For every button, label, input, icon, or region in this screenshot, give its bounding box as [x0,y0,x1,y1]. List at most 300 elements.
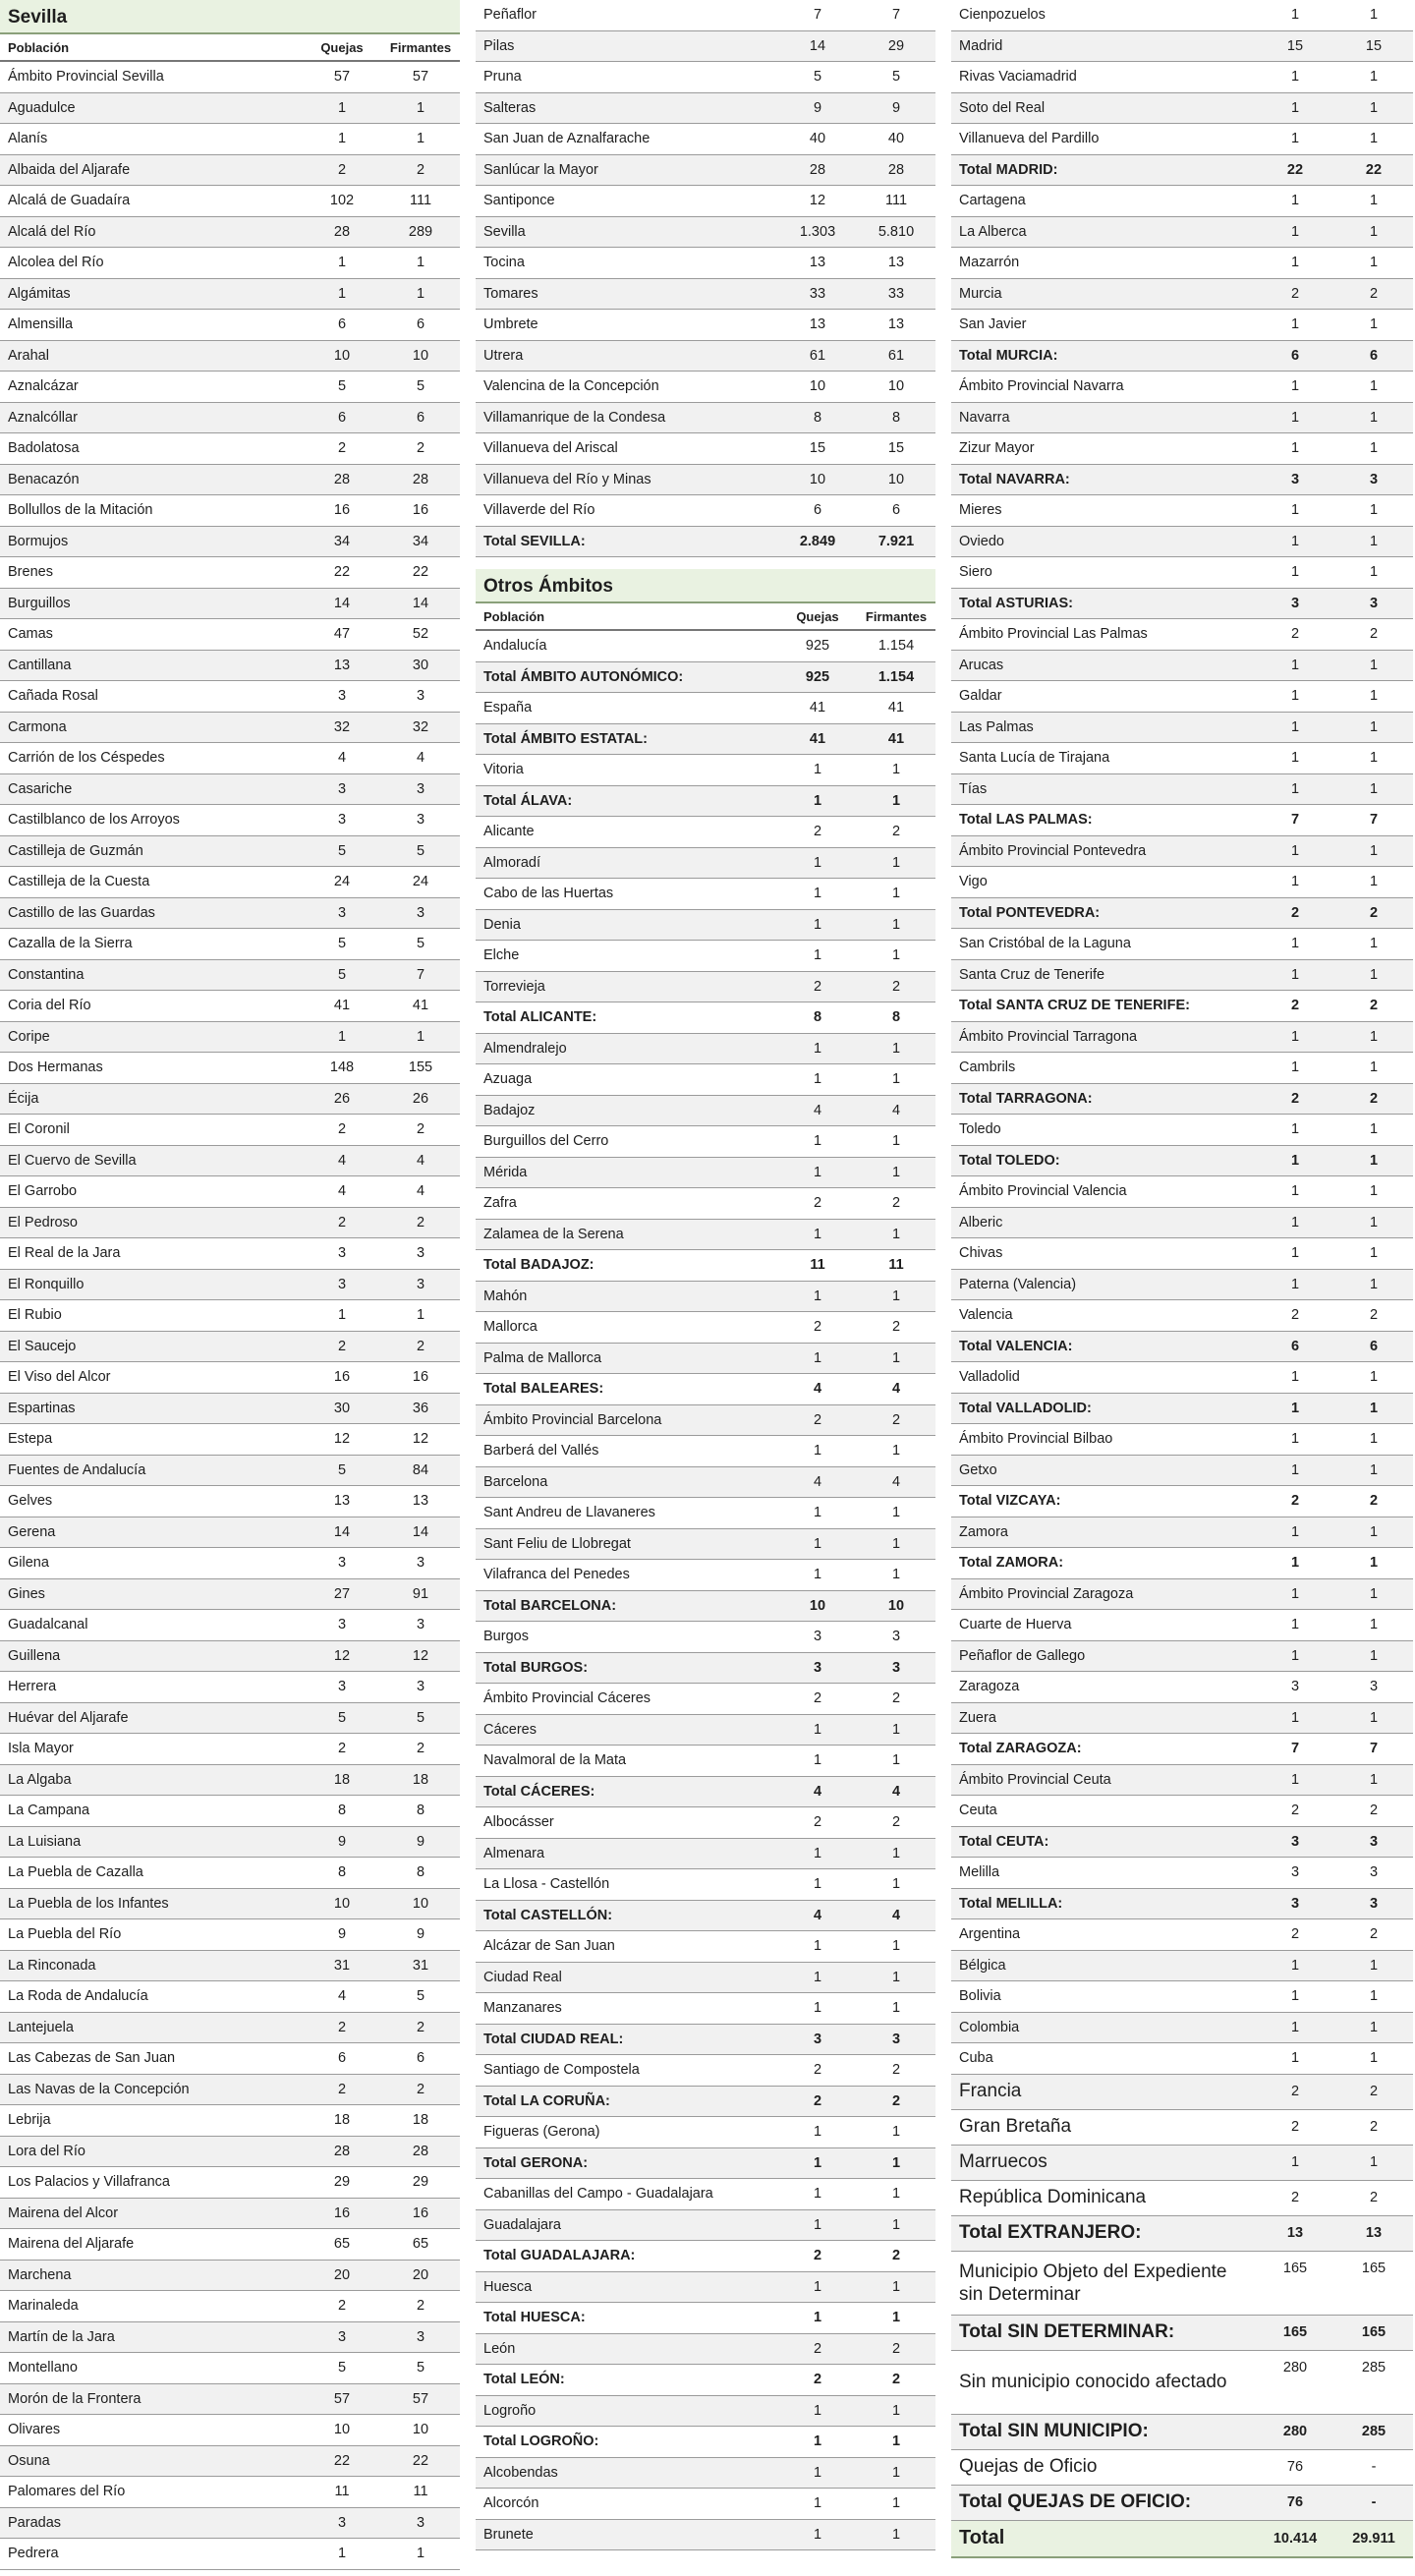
table-row [951,1981,1413,2013]
cell-poblacion: Total CEUTA: [951,1826,1256,1858]
table-row [476,2519,935,2550]
cell-poblacion: Gerena [0,1517,303,1548]
cell-firmantes: 1 [1334,557,1413,589]
cell-poblacion: Cazalla de la Sierra [0,929,303,960]
cell-firmantes: 1 [857,941,935,972]
cell-firmantes: 5 [381,1981,460,2013]
cell-quejas: 18 [303,2105,381,2137]
cell-poblacion: Badajoz [476,1095,778,1126]
cell-quejas: 2 [778,1684,857,1715]
cell-firmantes: 1 [857,1157,935,1188]
cell-firmantes: 10 [381,2415,460,2446]
cell-firmantes: 1 [857,2427,935,2458]
cell-quejas: 1 [1256,1610,1334,1641]
cell-poblacion: La Algaba [0,1764,303,1796]
table-row [476,340,935,372]
table-row [0,2507,460,2539]
cell-firmantes: 1 [1334,1362,1413,1394]
cell-quejas: 16 [303,2198,381,2229]
cell-firmantes: 2 [857,1807,935,1839]
cell-quejas: 165 [1256,2315,1334,2350]
cell-firmantes: 1 [381,278,460,310]
cell-poblacion: Total TOLEDO: [951,1145,1256,1176]
cell-poblacion: Total TARRAGONA: [951,1083,1256,1115]
cell-quejas: 2 [778,2365,857,2396]
cell-quejas: 61 [778,340,857,372]
cell-poblacion: Total [951,2520,1256,2557]
table-row [0,1207,460,1238]
cell-firmantes: 3 [1334,1826,1413,1858]
cell-firmantes: 1 [1334,1548,1413,1579]
cell-poblacion: Total CASTELLÓN: [476,1900,778,1931]
cell-firmantes: 28 [857,154,935,186]
cell-poblacion: Logroño [476,2395,778,2427]
cell-firmantes: 6 [857,495,935,527]
cell-quejas: 2 [303,2074,381,2105]
cell-poblacion: La Puebla de Cazalla [0,1858,303,1889]
cell-firmantes: 1 [1334,310,1413,341]
cell-quejas: 1 [778,1126,857,1158]
cell-poblacion: Oviedo [951,526,1256,557]
cell-firmantes: 84 [381,1455,460,1486]
table-row [476,2209,935,2241]
cell-poblacion: Denia [476,909,778,941]
cell-quejas: 14 [778,30,857,62]
table-row [0,1269,460,1300]
cell-quejas: 3 [303,2321,381,2353]
cell-quejas: 6 [303,310,381,341]
cell-firmantes: 1 [857,1436,935,1467]
table-row [951,372,1413,403]
cell-firmantes: 16 [381,2198,460,2229]
cell-firmantes: - [1334,2449,1413,2485]
cell-poblacion: Castilleja de la Cuesta [0,867,303,898]
table-row [0,310,460,341]
cell-poblacion: Mairena del Aljarafe [0,2229,303,2261]
table-row [0,897,460,929]
cell-quejas: 47 [303,619,381,651]
cell-poblacion: Andalucía [476,630,778,661]
cell-poblacion: Total GERONA: [476,2147,778,2179]
cell-poblacion: Total ALICANTE: [476,1002,778,1034]
cell-quejas: 41 [303,991,381,1022]
cell-firmantes: 3 [381,1238,460,1270]
cell-firmantes: 15 [857,433,935,465]
cell-quejas: 32 [303,712,381,743]
cell-firmantes: 1 [857,2303,935,2334]
cell-quejas: 13 [778,310,857,341]
cell-quejas: 7 [1256,805,1334,836]
cell-poblacion: Carrión de los Céspedes [0,743,303,774]
table-row [951,433,1413,465]
cell-poblacion: Quejas de Oficio [951,2449,1256,2485]
cell-poblacion: Total ZARAGOZA: [951,1734,1256,1765]
cell-quejas: 1 [778,1560,857,1591]
cell-poblacion: Total VIZCAYA: [951,1486,1256,1517]
total-row [951,2315,1413,2350]
total-row [951,1734,1413,1765]
cell-poblacion: Fuentes de Andalucía [0,1455,303,1486]
table-row [0,1919,460,1951]
table-row [0,1021,460,1053]
cell-poblacion: La Roda de Andalucía [0,1981,303,2013]
table-row [476,433,935,465]
cell-firmantes: 30 [381,650,460,681]
cell-quejas: 925 [778,630,857,661]
cell-poblacion: Cienpozuelos [951,0,1256,30]
table-row [0,464,460,495]
cell-quejas: 1 [1256,1981,1334,2013]
cell-quejas: 12 [303,1424,381,1456]
cell-quejas: 5 [778,62,857,93]
cell-firmantes: 14 [381,1517,460,1548]
cell-quejas: 1 [778,847,857,879]
cell-poblacion: Total VALENCIA: [951,1331,1256,1362]
cell-quejas: 4 [303,1981,381,2013]
table-body [0,61,460,2569]
cell-firmantes: 6 [381,402,460,433]
table-row [951,402,1413,433]
cell-quejas: 1 [1256,1207,1334,1238]
table-row [0,1672,460,1703]
cell-firmantes: 4 [857,1466,935,1498]
cell-firmantes: 1 [857,2395,935,2427]
cell-quejas: 1 [778,2179,857,2210]
cell-firmantes: 3 [857,2024,935,2055]
cell-firmantes: 1 [1334,1393,1413,1424]
cell-quejas: 10 [303,1888,381,1919]
cell-firmantes: 2 [381,433,460,465]
cell-quejas: 1 [778,2209,857,2241]
cell-firmantes: 9 [381,1826,460,1858]
header-firmantes: Firmantes [381,34,460,61]
cell-poblacion: Arahal [0,340,303,372]
cell-quejas: 6 [1256,340,1334,372]
cell-firmantes: 13 [1334,2215,1413,2251]
cell-poblacion: Ámbito Provincial Cáceres [476,1684,778,1715]
cell-firmantes: 3 [1334,464,1413,495]
cell-poblacion: Cuarte de Huerva [951,1610,1256,1641]
table-row [0,681,460,713]
cell-poblacion: Ceuta [951,1796,1256,1827]
cell-firmantes: 8 [857,1002,935,1034]
cell-firmantes: 1 [1334,867,1413,898]
table-row [476,1188,935,1220]
cell-poblacion: Sevilla [476,216,778,248]
total-row [951,1888,1413,1919]
table-row [476,755,935,786]
cell-quejas: 2 [1256,1919,1334,1951]
cell-poblacion: Burgos [476,1622,778,1653]
table-row [476,1033,935,1064]
table-row [951,1919,1413,1951]
cell-firmantes: 111 [857,186,935,217]
table-row [0,2321,460,2353]
cell-poblacion: Total VALLADOLID: [951,1393,1256,1424]
cell-poblacion: Burguillos [0,588,303,619]
total-row [951,991,1413,1022]
cell-firmantes: 20 [381,2260,460,2291]
table-otros-continued [951,0,1413,2558]
table-row [0,1764,460,1796]
cell-firmantes: 5 [381,372,460,403]
table-row [951,1702,1413,1734]
cell-quejas: 3 [303,897,381,929]
table-row [476,879,935,910]
cell-poblacion: El Viso del Alcor [0,1362,303,1394]
cell-firmantes: 1.154 [857,661,935,693]
cell-poblacion: Cuba [951,2043,1256,2075]
table-body [476,630,935,2550]
cell-firmantes: 13 [857,248,935,279]
cell-quejas: 1 [778,1528,857,1560]
table-row [951,1115,1413,1146]
cell-quejas: 2 [303,1207,381,1238]
table-row [951,1764,1413,1796]
cell-quejas: 1 [778,2457,857,2489]
table-row [0,991,460,1022]
table-row [476,310,935,341]
cell-quejas: 9 [303,1826,381,1858]
table-row [951,1362,1413,1394]
cell-firmantes: 3 [381,1548,460,1579]
cell-firmantes: 2 [381,2291,460,2322]
table-row [951,2012,1413,2043]
cell-poblacion: Cáceres [476,1714,778,1746]
table-row [0,2198,460,2229]
total-row [951,588,1413,619]
cell-poblacion: Mieres [951,495,1256,527]
table-row [0,1145,460,1176]
cell-quejas: 31 [303,1950,381,1981]
cell-poblacion: Algámitas [0,278,303,310]
cell-poblacion: Ámbito Provincial Pontevedra [951,835,1256,867]
cell-firmantes: 2 [857,2365,935,2396]
cell-quejas: 3 [1256,464,1334,495]
cell-poblacion: Estepa [0,1424,303,1456]
cell-quejas: 1 [303,2539,381,2570]
cell-poblacion: Albaida del Aljarafe [0,154,303,186]
cell-firmantes: 10 [381,340,460,372]
cell-poblacion: Zaragoza [951,1672,1256,1703]
cell-quejas: 9 [778,92,857,124]
cell-firmantes: 1 [857,1343,935,1374]
cell-poblacion: San Juan de Aznalfarache [476,124,778,155]
table-row [0,2353,460,2384]
cell-firmantes: 2 [857,2086,935,2117]
table-row [0,402,460,433]
cell-quejas: 2 [778,971,857,1002]
table-row [951,1578,1413,1610]
cell-quejas: 1 [1256,1145,1334,1176]
cell-poblacion: Palma de Mallorca [476,1343,778,1374]
cell-poblacion: Total LA CORUÑA: [476,2086,778,2117]
cell-quejas: 3 [303,2507,381,2539]
table-row [951,1269,1413,1300]
cell-firmantes: 2 [1334,2074,1413,2109]
cell-quejas: 1.303 [778,216,857,248]
cell-quejas: 1 [1256,835,1334,867]
cell-quejas: 15 [778,433,857,465]
cell-quejas: 12 [778,186,857,217]
cell-firmantes: 91 [381,1578,460,1610]
cell-quejas: 2 [303,154,381,186]
cell-firmantes: 28 [381,2136,460,2167]
table-row [951,278,1413,310]
cell-firmantes: 5.810 [857,216,935,248]
cell-firmantes: 2 [1334,1486,1413,1517]
cell-poblacion: Albocásser [476,1807,778,1839]
cell-poblacion: Mérida [476,1157,778,1188]
cell-poblacion: Sanlúcar la Mayor [476,154,778,186]
cell-poblacion: Peñaflor de Gallego [951,1640,1256,1672]
cell-firmantes: 1 [857,755,935,786]
table-row [0,433,460,465]
cell-poblacion: Navarra [951,402,1256,433]
cell-poblacion: Alcázar de San Juan [476,1931,778,1963]
table-body [476,0,935,557]
table-row [476,1962,935,1993]
total-row [951,154,1413,186]
cell-firmantes: 2 [1334,1300,1413,1332]
cell-quejas: 2 [1256,1486,1334,1517]
cell-firmantes: 289 [381,216,460,248]
cell-firmantes: 3 [1334,1858,1413,1889]
cell-firmantes: 3 [381,1269,460,1300]
cell-quejas: 10.414 [1256,2520,1334,2557]
cell-poblacion: Aguadulce [0,92,303,124]
header-quejas: Quejas [303,34,381,61]
table-row [0,1362,460,1394]
cell-poblacion: Rivas Vaciamadrid [951,62,1256,93]
cell-quejas: 2 [1256,2074,1334,2109]
cell-firmantes: 1 [857,1746,935,1777]
cell-quejas: 925 [778,661,857,693]
table-row [0,1393,460,1424]
cell-poblacion: Huesca [476,2271,778,2303]
table-row [476,1404,935,1436]
cell-quejas: 1 [1256,1115,1334,1146]
cell-quejas: 1 [778,909,857,941]
total-row [476,1374,935,1405]
cell-poblacion: Valencia [951,1300,1256,1332]
cell-quejas: 22 [1256,154,1334,186]
cell-firmantes: 22 [381,2445,460,2477]
table-row [0,61,460,92]
cell-firmantes: 1 [1334,1269,1413,1300]
cell-firmantes: 2 [381,1734,460,1765]
cell-quejas: 41 [778,693,857,724]
cell-quejas: 1 [778,1838,857,1869]
cell-quejas: 4 [778,1095,857,1126]
cell-poblacion: Lora del Río [0,2136,303,2167]
cell-quejas: 2 [303,2291,381,2322]
cell-poblacion: Ámbito Provincial Sevilla [0,61,303,92]
table-row [951,124,1413,155]
cell-quejas: 16 [303,495,381,527]
cell-quejas: 3 [303,805,381,836]
cell-poblacion: Total GUADALAJARA: [476,2241,778,2272]
cell-firmantes: 285 [1334,2414,1413,2449]
cell-firmantes: 4 [857,1374,935,1405]
cell-quejas: 1 [1256,1950,1334,1981]
cell-quejas: 22 [303,2445,381,2477]
cell-firmantes: 1 [857,1498,935,1529]
cell-poblacion: Ámbito Provincial Tarragona [951,1021,1256,1053]
table-row [951,2145,1413,2180]
table-row [951,867,1413,898]
table-row [0,2415,460,2446]
cell-poblacion: Morón de la Frontera [0,2383,303,2415]
table-row [476,1436,935,1467]
cell-firmantes: 10 [381,1888,460,1919]
total-row [476,1002,935,1034]
cell-firmantes: 1 [1334,1115,1413,1146]
cell-firmantes: 1 [1334,433,1413,465]
table-row [951,1176,1413,1208]
cell-poblacion: Écija [0,1083,303,1115]
cell-quejas: 1 [1256,1053,1334,1084]
total-row [476,2086,935,2117]
cell-quejas: 2 [303,2012,381,2043]
cell-firmantes: 1 [857,2457,935,2489]
cell-quejas: 3 [1256,1858,1334,1889]
cell-poblacion: Bormujos [0,526,303,557]
cell-firmantes: 52 [381,619,460,651]
cell-quejas: 8 [778,1002,857,1034]
cell-poblacion: Tocina [476,248,778,279]
cell-poblacion: Barberá del Vallés [476,1436,778,1467]
table-row [476,1931,935,1963]
cell-poblacion: Santa Lucía de Tirajana [951,743,1256,774]
cell-quejas: 7 [1256,1734,1334,1765]
cell-poblacion: Ámbito Provincial Las Palmas [951,619,1256,651]
table-row [0,526,460,557]
cell-firmantes: 1 [1334,959,1413,991]
cell-quejas: 1 [778,2395,857,2427]
cell-poblacion: Ámbito Provincial Ceuta [951,1764,1256,1796]
cell-poblacion: Ámbito Provincial Barcelona [476,1404,778,1436]
cell-poblacion: León [476,2333,778,2365]
cell-poblacion: Total LAS PALMAS: [951,805,1256,836]
table-row [476,1157,935,1188]
table-row [0,588,460,619]
table-row [951,2251,1413,2315]
table-row [476,847,935,879]
cell-poblacion: Toledo [951,1115,1256,1146]
cell-poblacion: República Dominicana [951,2180,1256,2215]
cell-poblacion: Las Palmas [951,712,1256,743]
table-row [951,62,1413,93]
cell-poblacion: Figueras (Gerona) [476,2117,778,2148]
cell-quejas: 1 [1256,248,1334,279]
cell-firmantes: 2 [1334,1919,1413,1951]
cell-firmantes: 3 [381,773,460,805]
cell-firmantes: 1 [1334,2043,1413,2075]
cell-quejas: 8 [303,1858,381,1889]
cell-quejas: 10 [778,1590,857,1622]
cell-quejas: 1 [1256,2043,1334,2075]
cell-firmantes: 2 [1334,1083,1413,1115]
table-row [0,216,460,248]
cell-firmantes: 1 [381,1300,460,1332]
cell-firmantes: 1 [857,2147,935,2179]
table-row [951,1858,1413,1889]
total-row [476,1652,935,1684]
cell-poblacion: Zuera [951,1702,1256,1734]
cell-firmantes: 2 [857,1404,935,1436]
cell-firmantes: 1 [857,909,935,941]
